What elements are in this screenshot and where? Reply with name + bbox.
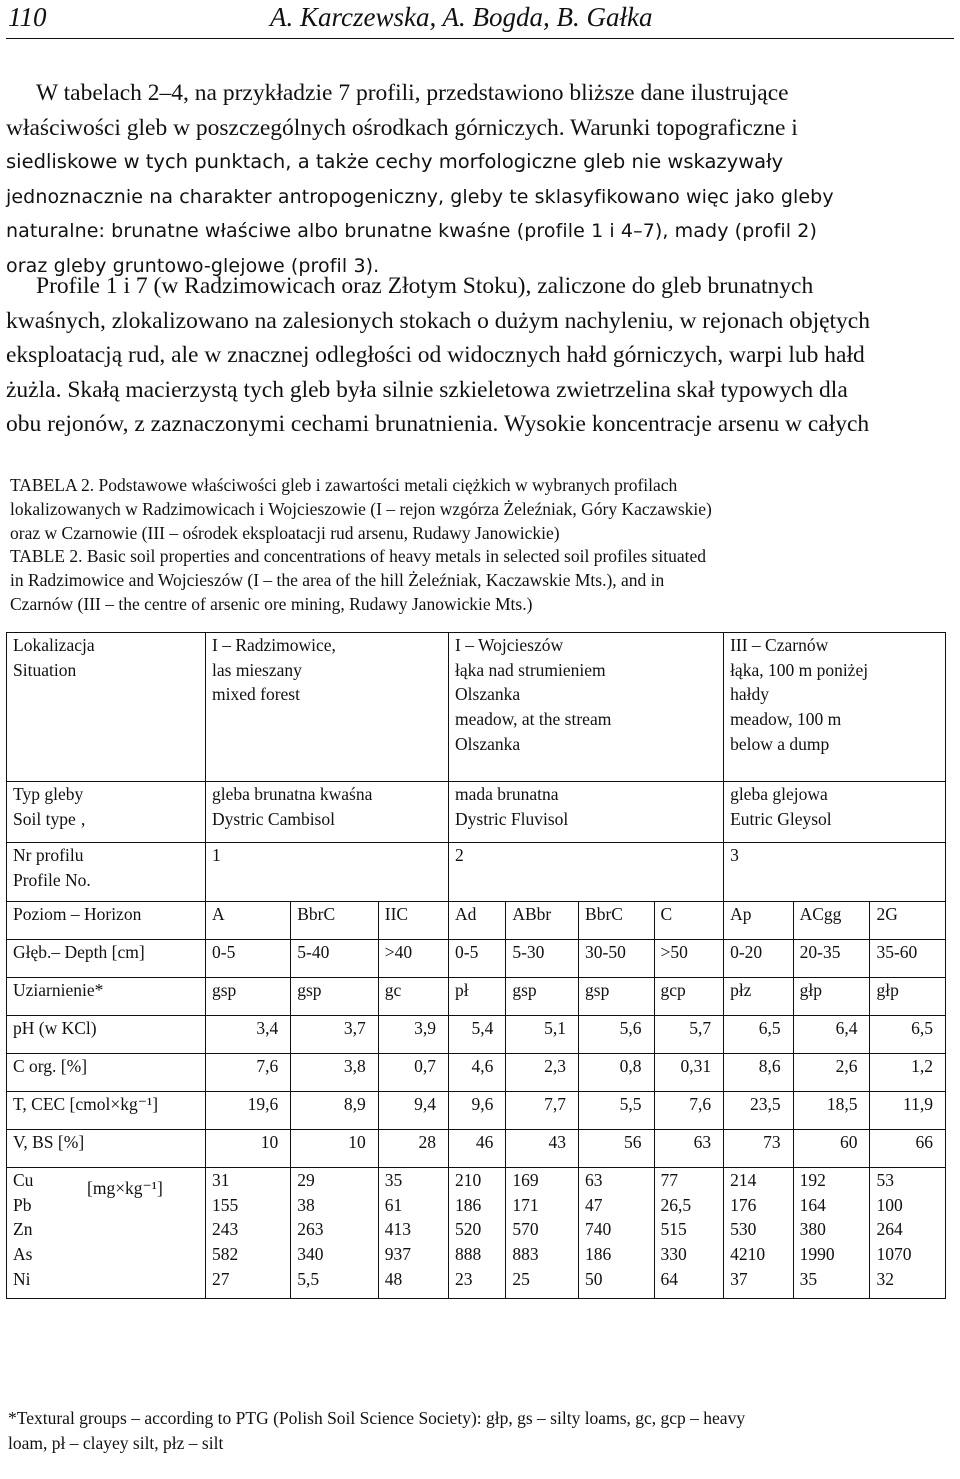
table-cell: 18,5 — [793, 1092, 870, 1130]
cell-text: łąka, 100 m poniżej — [730, 659, 869, 680]
row-label: Profile No. — [13, 869, 91, 890]
site-3-cell — [724, 782, 946, 843]
metal-name: Cu — [13, 1170, 34, 1190]
table-cell: >50 — [654, 940, 724, 978]
cell-text: Olszanka — [455, 684, 521, 705]
metal-value: 26,5 — [660, 1194, 692, 1215]
metal-values-cell — [206, 1168, 291, 1299]
metal-value: 29 — [297, 1170, 315, 1190]
metal-value: 330 — [660, 1244, 687, 1265]
table-cell: 66 — [870, 1130, 946, 1168]
metal-value: 37 — [730, 1268, 748, 1289]
table-cell: A — [206, 902, 291, 940]
site-3-cell — [724, 633, 946, 782]
metal-value: 5,5 — [297, 1268, 320, 1289]
text-line: kwaśnych, zlokalizowano na zalesionych stokach o dużym nachyleniu, w rejonach objętych — [6, 307, 870, 334]
table-cell: Ad — [449, 902, 506, 940]
row-label: Poziom – Horizon — [7, 902, 206, 940]
site-3-cell: 3 — [724, 843, 946, 902]
row-label: Uziarnienie* — [7, 978, 206, 1016]
metal-value: 77 — [660, 1170, 678, 1190]
row-label: C org. [%] — [7, 1054, 206, 1092]
running-header — [6, 0, 954, 39]
table-cell: głp — [793, 978, 870, 1016]
site-1-cell: 1 — [206, 843, 449, 902]
footnote — [8, 1406, 938, 1456]
text-line: W tabelach 2–4, na przykładzie 7 profili, przedstawiono bliższe dane ilustrujące — [36, 80, 789, 106]
caption-line: lokalizowanych w Radzimowicach i Wojcieszowie (I – rejon wzgórza Żeleźniak, Góry Kaczawskie) — [10, 498, 712, 519]
table-row — [7, 940, 946, 978]
table-row-profile-no — [7, 843, 946, 902]
table-cell: głp — [870, 978, 946, 1016]
row-label: Typ gleby — [13, 784, 84, 804]
caption-line: TABLE 2. Basic soil properties and concentrations of heavy metals in selected soil profiles situated — [10, 546, 706, 567]
metal-value: 61 — [384, 1194, 403, 1215]
table-row-soil-type — [7, 782, 946, 843]
metal-value: 264 — [876, 1219, 903, 1240]
metal-value: 23 — [455, 1268, 473, 1289]
metal-values-cell — [654, 1168, 724, 1299]
table-cell: 5,5 — [579, 1092, 654, 1130]
table-row — [7, 978, 946, 1016]
table-cell: 63 — [654, 1130, 724, 1168]
table-cell: 5-30 — [506, 940, 579, 978]
caption-line: TABELA 2. Podstawowe właściwości gleb i zawartości metali ciężkich w wybranych profilach — [10, 475, 678, 495]
text-line: Profile 1 i 7 (w Radzimowicach oraz Złotym Stoku), zaliczone do gleb brunatnych — [36, 273, 814, 299]
site-2-cell — [449, 633, 724, 782]
table-cell: gsp — [206, 978, 291, 1016]
text-line: oraz gleby gruntowo-glejowe (profil 3). — [6, 254, 380, 277]
metal-unit: [mg×kg⁻¹] — [87, 1178, 163, 1198]
metal-value: 38 — [297, 1194, 315, 1215]
label-cell — [7, 633, 206, 782]
table-cell: gsp — [506, 978, 579, 1016]
cell-text: meadow, 100 m — [730, 709, 842, 730]
row-label: Głęb.– Depth [cm] — [7, 940, 206, 978]
table-cell: >40 — [378, 940, 448, 978]
metal-value: 63 — [585, 1170, 603, 1190]
table-row-metals — [7, 1168, 946, 1299]
table-cell: 0-5 — [206, 940, 291, 978]
cell-text: I – Radzimowice, — [212, 635, 336, 655]
metal-value: 53 — [876, 1170, 894, 1190]
table-cell: 30-50 — [579, 940, 654, 978]
table-row — [7, 902, 946, 940]
metal-value: 340 — [297, 1244, 324, 1265]
metal-values-cell — [291, 1168, 379, 1299]
metal-values-cell — [724, 1168, 794, 1299]
table-row — [7, 1016, 946, 1054]
table-cell: 8,9 — [291, 1092, 379, 1130]
table-row-location — [7, 633, 946, 782]
table-cell: 19,6 — [206, 1092, 291, 1130]
table-cell: 10 — [206, 1130, 291, 1168]
table-cell: ACgg — [793, 902, 870, 940]
table-cell: 35-60 — [870, 940, 946, 978]
metal-value: 214 — [730, 1170, 757, 1190]
cell-text: III – Czarnów — [730, 635, 829, 655]
table-cell: 2,3 — [506, 1054, 579, 1092]
metal-value: 64 — [660, 1268, 678, 1289]
row-label: Soil type ‚ — [13, 808, 86, 829]
metal-value: 888 — [455, 1244, 482, 1265]
table-cell: 3,8 — [291, 1054, 379, 1092]
table-cell: 5,4 — [449, 1016, 506, 1054]
metal-value: 515 — [660, 1219, 687, 1240]
metal-value: 27 — [212, 1268, 230, 1289]
table-cell: 0,8 — [579, 1054, 654, 1092]
cell-text: Dystric Cambisol — [212, 808, 335, 829]
metal-value: 186 — [455, 1194, 482, 1215]
metal-name: Ni — [13, 1268, 31, 1289]
table-cell: 8,6 — [724, 1054, 794, 1092]
table-cell: C — [654, 902, 724, 940]
table-cell: ABbr — [506, 902, 579, 940]
row-label: Lokalizacja — [13, 635, 95, 655]
metal-values-cell — [793, 1168, 870, 1299]
metal-value: 530 — [730, 1219, 757, 1240]
paragraph-1 — [6, 76, 950, 284]
table-cell: 6,4 — [793, 1016, 870, 1054]
row-label: Situation — [13, 659, 77, 680]
row-label: T, CEC [cmol×kg⁻¹] — [7, 1092, 206, 1130]
metal-values-cell — [870, 1168, 946, 1299]
metal-value: 1070 — [876, 1244, 912, 1265]
label-cell — [7, 843, 206, 902]
metal-value: 1990 — [799, 1244, 835, 1265]
text-line: siedliskowe w tych punktach, a także cechy morfologiczne gleb nie wskazywały — [6, 150, 784, 174]
table-cell: 5,6 — [579, 1016, 654, 1054]
metal-value: 186 — [585, 1244, 612, 1265]
table-row — [7, 1054, 946, 1092]
row-label: pH (w KCl) — [7, 1016, 206, 1054]
table-cell: 3,9 — [378, 1016, 448, 1054]
table-cell: 3,4 — [206, 1016, 291, 1054]
metal-value: 413 — [384, 1219, 411, 1240]
table-row — [7, 1130, 946, 1168]
table-caption — [10, 474, 940, 617]
metal-value: 192 — [799, 1170, 826, 1190]
table-cell: 5-40 — [291, 940, 379, 978]
table-cell: 60 — [793, 1130, 870, 1168]
metal-name: Pb — [13, 1194, 32, 1215]
table-cell: 10 — [291, 1130, 379, 1168]
text-line: naturalne: brunatne właściwe albo brunatne kwaśne (profile 1 i 4–7), mady (profil 2) — [6, 220, 817, 243]
table-cell: 5,1 — [506, 1016, 579, 1054]
metal-value: 263 — [297, 1219, 324, 1240]
table-cell: 0,7 — [378, 1054, 448, 1092]
table-cell: 3,7 — [291, 1016, 379, 1054]
table-cell: płz — [724, 978, 794, 1016]
metals-label-cell — [7, 1168, 206, 1299]
table-cell: Ap — [724, 902, 794, 940]
row-label: V, BS [%] — [7, 1130, 206, 1168]
table-cell: 43 — [506, 1130, 579, 1168]
text-line: obu rejonów, z zaznaczonymi cechami brunatnienia. Wysokie koncentracje arsenu w całych — [6, 411, 870, 438]
cell-text: Eutric Gleysol — [730, 808, 832, 829]
caption-line: oraz w Czarnowie (III – ośrodek eksploatacji rud arsenu, Rudawy Janowickie) — [10, 522, 560, 543]
soil-properties-table — [6, 632, 946, 1299]
footnote-line: loam, pł – clayey silt, płz – silt — [8, 1433, 224, 1453]
table-cell: 0,31 — [654, 1054, 724, 1092]
table-cell: 23,5 — [724, 1092, 794, 1130]
metal-value: 210 — [455, 1170, 482, 1190]
metal-value: 380 — [799, 1219, 826, 1240]
table-cell: 0-20 — [724, 940, 794, 978]
metal-value: 520 — [455, 1219, 482, 1240]
metal-value: 176 — [730, 1194, 757, 1215]
table-cell: 4,6 — [449, 1054, 506, 1092]
site-1-cell — [206, 633, 449, 782]
metal-value: 582 — [212, 1244, 239, 1265]
metal-value: 25 — [512, 1268, 530, 1289]
table-cell: 7,6 — [206, 1054, 291, 1092]
text-line: żużla. Skałą macierzystą tych gleb była silnie szkieletowa zwietrzelina skał typowych dla — [6, 376, 848, 403]
table-cell: 6,5 — [724, 1016, 794, 1054]
table-cell: 2G — [870, 902, 946, 940]
metal-values-cell — [378, 1168, 448, 1299]
table-cell: IIC — [378, 902, 448, 940]
caption-line: Czarnów (III – the centre of arsenic ore mining, Rudawy Janowickie Mts.) — [10, 593, 533, 614]
site-2-cell: 2 — [449, 843, 724, 902]
site-2-cell — [449, 782, 724, 843]
cell-text: Dystric Fluvisol — [455, 808, 569, 829]
table-cell: 11,9 — [870, 1092, 946, 1130]
metal-values-cell — [579, 1168, 654, 1299]
cell-text: las mieszany — [212, 659, 302, 680]
metal-value: 47 — [585, 1194, 603, 1215]
cell-text: I – Wojcieszów — [455, 635, 564, 655]
table-cell: gc — [378, 978, 448, 1016]
metal-values-cell — [449, 1168, 506, 1299]
table-cell: gcp — [654, 978, 724, 1016]
cell-text: hałdy — [730, 684, 769, 705]
table-cell: BbrC — [291, 902, 379, 940]
metal-value: 740 — [585, 1219, 612, 1240]
label-cell — [7, 782, 206, 843]
footnote-line: *Textural groups – according to PTG (Polish Soil Science Society): głp, gs – silty loams, gc, gcp – heavy — [8, 1408, 746, 1428]
metal-value: 570 — [512, 1219, 539, 1240]
table-cell: 9,6 — [449, 1092, 506, 1130]
text-line: właściwości gleb w poszczególnych ośrodkach górniczych. Warunki topograficzne i — [6, 114, 798, 141]
cell-text: gleba brunatna kwaśna — [212, 784, 373, 804]
metal-values-cell — [506, 1168, 579, 1299]
metal-value: 48 — [384, 1268, 403, 1289]
metal-value: 35 — [384, 1170, 403, 1190]
running-authors: A. Karczewska, A. Bogda, B. Gałka — [270, 2, 653, 32]
table-cell: pł — [449, 978, 506, 1016]
metal-value: 50 — [585, 1268, 603, 1289]
cell-text: mada brunatna — [455, 784, 559, 804]
metal-value: 171 — [512, 1194, 539, 1215]
metal-value: 4210 — [730, 1244, 766, 1265]
metal-value: 100 — [876, 1194, 903, 1215]
cell-text: Olszanka — [455, 733, 521, 754]
metal-value: 164 — [799, 1194, 826, 1215]
metal-value: 35 — [799, 1268, 818, 1289]
row-label: Nr profilu — [13, 845, 84, 865]
site-1-cell — [206, 782, 449, 843]
table-cell: 5,7 — [654, 1016, 724, 1054]
table-row — [7, 1092, 946, 1130]
caption-line: in Radzimowice and Wojcieszów (I – the area of the hill Żeleźniak, Kaczawskie Mts.), and in — [10, 570, 665, 591]
metal-name: Zn — [13, 1219, 33, 1240]
paragraph-2 — [6, 269, 950, 442]
table-cell: 7,7 — [506, 1092, 579, 1130]
table-cell: 6,5 — [870, 1016, 946, 1054]
table-cell: 73 — [724, 1130, 794, 1168]
metal-name: As — [13, 1244, 33, 1265]
table-cell: 28 — [378, 1130, 448, 1168]
cell-text: meadow, at the stream — [455, 709, 612, 730]
table-cell: 20-35 — [793, 940, 870, 978]
cell-text: mixed forest — [212, 684, 300, 705]
cell-text: below a dump — [730, 733, 830, 754]
cell-text: łąka nad strumieniem — [455, 659, 606, 680]
table-cell: 56 — [579, 1130, 654, 1168]
table-cell: gsp — [579, 978, 654, 1016]
metal-value: 243 — [212, 1219, 239, 1240]
metal-value: 937 — [384, 1244, 411, 1265]
metal-value: 169 — [512, 1170, 539, 1190]
text-line: eksploatacją rud, ale w znacznej odległości od widocznych hałd górniczych, warpi lub hałd — [6, 342, 865, 369]
page-number: 110 — [8, 2, 47, 32]
metal-value: 32 — [876, 1268, 894, 1289]
table-cell: 46 — [449, 1130, 506, 1168]
table-cell: BbrC — [579, 902, 654, 940]
table-cell: 2,6 — [793, 1054, 870, 1092]
table-cell: 7,6 — [654, 1092, 724, 1130]
metal-value: 883 — [512, 1244, 539, 1265]
table-cell: 0-5 — [449, 940, 506, 978]
cell-text: gleba glejowa — [730, 784, 828, 804]
metal-value: 31 — [212, 1170, 230, 1190]
text-line: jednoznacznie na charakter antropogeniczny, gleby te sklasyfikowano więc jako gleby — [6, 185, 834, 208]
table-cell: 1,2 — [870, 1054, 946, 1092]
metal-value: 155 — [212, 1194, 239, 1215]
table-cell: 9,4 — [378, 1092, 448, 1130]
table-cell: gsp — [291, 978, 379, 1016]
